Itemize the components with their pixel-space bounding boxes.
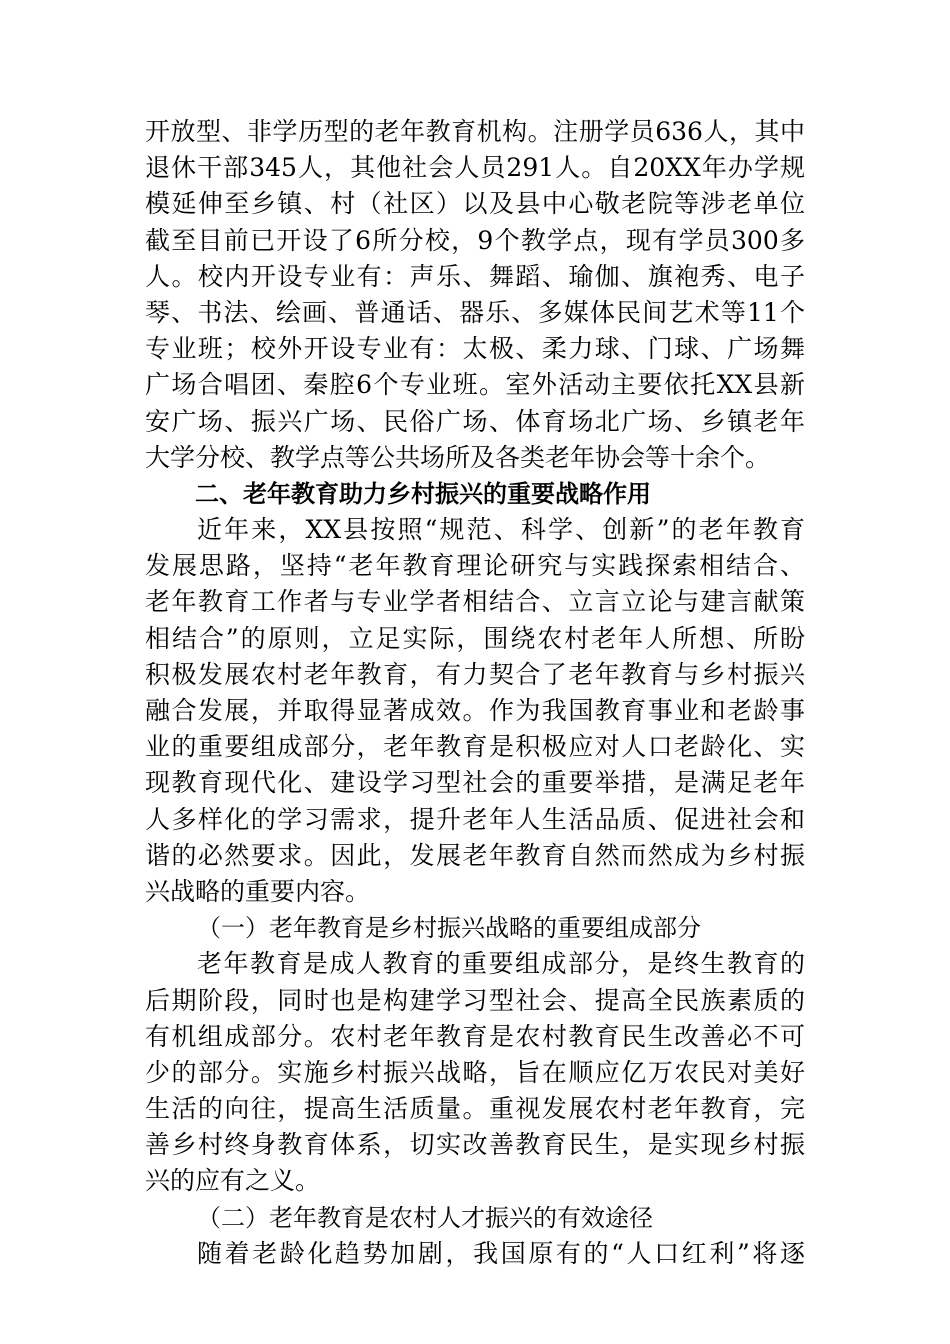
paragraph-line: 少的部分。实施乡村振兴战略，旨在顺应亿万农民对美好 bbox=[145, 1057, 805, 1087]
paragraph-line: 人多样化的学习需求，提升老年人生活品质、促进社会和 bbox=[145, 804, 805, 834]
paragraph-line: 大学分校、教学点等公共场所及各类老年协会等十余个。 bbox=[145, 442, 771, 472]
paragraph-line: 兴的应有之义。 bbox=[145, 1166, 321, 1196]
paragraph-line: 安广场、振兴广场、民俗广场、体育场北广场、乡镇老年 bbox=[145, 406, 805, 436]
subsection-heading-2: （二）老年教育是农村人才振兴的有效途径 bbox=[197, 1203, 653, 1232]
paragraph-line: 近年来，XX县按照“规范、科学、创新”的老年教育 bbox=[197, 515, 805, 545]
paragraph-line: 人。校内开设专业有：声乐、舞蹈、瑜伽、旗袍秀、电子 bbox=[145, 261, 805, 291]
paragraph-line: 兴战略的重要内容。 bbox=[145, 876, 371, 906]
paragraph-line: 发展思路，坚持“老年教育理论研究与实践探索相结合、 bbox=[145, 551, 805, 581]
paragraph-line: 后期阶段，同时也是构建学习型社会、提高全民族素质的 bbox=[145, 985, 805, 1015]
paragraph-line: 现教育现代化、建设学习型社会的重要举措，是满足老年 bbox=[145, 768, 805, 798]
paragraph-line: 老年教育工作者与专业学者相结合、立言立论与建言献策 bbox=[145, 587, 805, 617]
paragraph-line: 善乡村终身教育体系，切实改善教育民生，是实现乡村振 bbox=[145, 1130, 805, 1160]
paragraph-line: 退休干部345人，其他社会人员291人。自20XX年办学规 bbox=[145, 153, 805, 183]
paragraph-line: 专业班；校外开设专业有：太极、柔力球、门球、广场舞 bbox=[145, 334, 805, 364]
paragraph-line: 相结合”的原则，立足实际，围绕农村老年人所想、所盼 bbox=[145, 623, 805, 653]
paragraph-school-overview bbox=[145, 114, 805, 476]
paragraph-line: 积极发展农村老年教育，有力契合了老年教育与乡村振兴 bbox=[145, 659, 805, 689]
paragraph-line: 老年教育是成人教育的重要组成部分，是终生教育的 bbox=[197, 949, 805, 979]
paragraph-line: 有机组成部分。农村老年教育是农村教育民生改善必不可 bbox=[145, 1021, 805, 1051]
section-heading-2: 二、老年教育助力乡村振兴的重要战略作用 bbox=[195, 479, 651, 508]
paragraph-line: 随着老龄化趋势加剧，我国原有的“人口红利”将逐 bbox=[197, 1238, 805, 1268]
subsection-heading-1: （一）老年教育是乡村振兴战略的重要组成部分 bbox=[197, 914, 701, 943]
paragraph-talent-revitalization bbox=[145, 1236, 805, 1272]
document-body bbox=[145, 114, 805, 1272]
paragraph-line: 琴、书法、绘画、普通话、器乐、多媒体民间艺术等11个 bbox=[145, 297, 805, 327]
paragraph-component-part bbox=[145, 946, 805, 1199]
paragraph-line: 生活的向往，提高生活质量。重视发展农村老年教育，完 bbox=[145, 1094, 805, 1124]
paragraph-line: 截至目前已开设了6所分校，9个教学点，现有学员300多 bbox=[145, 225, 805, 255]
paragraph-line: 广场合唱团、秦腔6个专业班。室外活动主要依托XX县新 bbox=[145, 370, 805, 400]
paragraph-line: 开放型、非学历型的老年教育机构。注册学员636人，其中 bbox=[145, 117, 805, 146]
paragraph-line: 谐的必然要求。因此，发展老年教育自然而然成为乡村振 bbox=[145, 840, 805, 870]
paragraph-line: 业的重要组成部分，老年教育是积极应对人口老龄化、实 bbox=[145, 732, 805, 762]
paragraph-line: 融合发展，并取得显著成效。作为我国教育事业和老龄事 bbox=[145, 696, 805, 725]
paragraph-line: 模延伸至乡镇、村（社区）以及县中心敬老院等涉老单位 bbox=[145, 189, 805, 219]
paragraph-strategic-role bbox=[145, 512, 805, 910]
